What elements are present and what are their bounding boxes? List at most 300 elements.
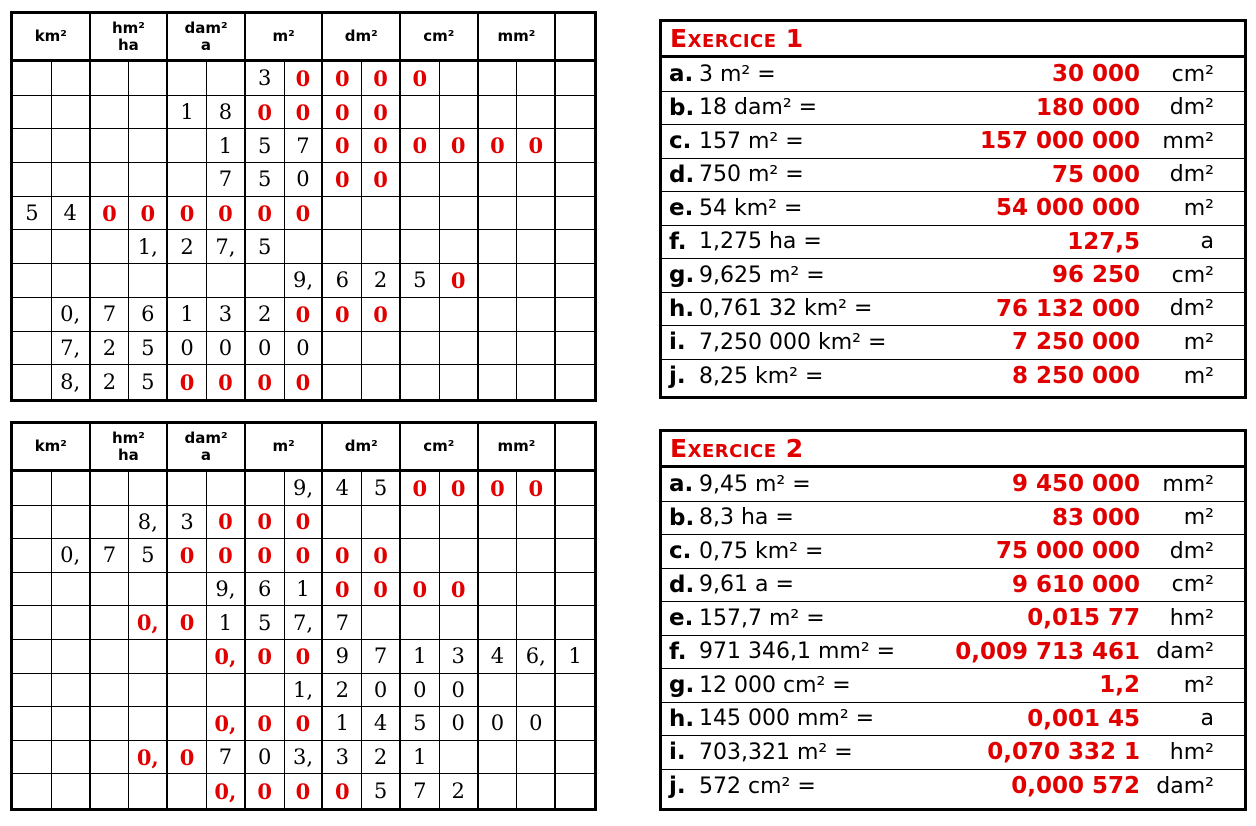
grid-row	[13, 365, 594, 399]
exercise-unit: m²	[1183, 329, 1214, 355]
grid-cell	[517, 774, 556, 808]
grid-cell	[479, 163, 518, 196]
exercise-row	[662, 192, 1244, 226]
grid-cell	[246, 506, 285, 539]
exercise-letter: f.	[669, 638, 687, 665]
exercise-letter: b.	[669, 504, 695, 531]
exercise-question: 0,75 km² =	[699, 538, 824, 564]
grid-digit: 4	[373, 711, 388, 736]
grid-cell	[52, 298, 91, 331]
grid-digit: 0	[295, 643, 311, 669]
exercise-question: 750 m² =	[699, 162, 804, 188]
grid-cell	[556, 264, 594, 297]
grid-cell	[556, 298, 594, 331]
grid-cell	[285, 365, 324, 399]
grid-cell	[362, 573, 401, 606]
grid-cell	[207, 606, 246, 639]
grid-cell	[91, 264, 130, 297]
grid-cell	[285, 129, 324, 162]
grid-cell	[323, 774, 362, 808]
grid-cell	[323, 332, 362, 365]
grid-cell	[440, 774, 479, 808]
grid-cell	[479, 606, 518, 639]
grid-cell	[246, 129, 285, 162]
unit-label: mm²	[497, 27, 536, 45]
grid-cell	[517, 62, 556, 95]
grid-digit: 0,	[136, 744, 159, 770]
grid-cell	[285, 197, 324, 230]
grid-cell	[129, 197, 168, 230]
grid-cell	[517, 129, 556, 162]
grid-digit: 1	[180, 100, 194, 125]
grid-digit: 1,	[292, 677, 313, 702]
grid-cell	[52, 573, 91, 606]
exercise-question: 9,61 a =	[699, 572, 794, 598]
grid-digit: 0	[373, 99, 388, 125]
grid-cell	[440, 298, 479, 331]
exercise-answer: 9 450 000	[1011, 471, 1140, 498]
unit-header	[13, 424, 91, 469]
exercise-unit: m²	[1183, 672, 1214, 698]
grid-digit: 5	[141, 543, 155, 568]
grid-cell	[246, 774, 285, 808]
grid-digit: 0	[528, 475, 544, 501]
exercise-unit: a	[1200, 229, 1214, 255]
unit-sublabel: a	[200, 445, 212, 464]
grid-cell	[362, 332, 401, 365]
grid-cell	[207, 298, 246, 331]
exercise-question: 0,761 32 km² =	[699, 296, 873, 322]
exercise-answer: 1,2	[1099, 672, 1140, 699]
exercise-answer: 9 610 000	[1011, 571, 1140, 598]
grid-digit: 8	[218, 100, 233, 125]
grid-cell	[362, 298, 401, 331]
grid-digit: 5	[257, 167, 272, 192]
grid-cell	[52, 707, 91, 740]
exercise-row	[662, 326, 1244, 360]
grid-cell	[168, 365, 207, 399]
grid-cell	[129, 606, 168, 639]
grid-cell	[323, 741, 362, 774]
grid-digit: 0	[334, 166, 350, 192]
grid-cell	[13, 606, 52, 639]
grid-cell	[556, 230, 594, 263]
exercise-question: 54 km² =	[699, 195, 803, 221]
exercise-unit: m²	[1183, 195, 1214, 221]
exercise-question: 572 cm² =	[699, 773, 816, 799]
grid-digit: 8,	[60, 370, 81, 395]
grid-cell	[13, 472, 52, 505]
grid-cell	[52, 539, 91, 572]
grid-cell	[517, 573, 556, 606]
exercise-unit: m²	[1183, 363, 1214, 389]
grid-cell	[556, 707, 594, 740]
exercise-answer: 75 000 000	[995, 538, 1140, 565]
unit-label: dam²	[184, 18, 228, 37]
grid-row	[13, 163, 594, 197]
grid-digit: 2	[451, 779, 465, 804]
grid-cell	[91, 573, 130, 606]
grid-cell	[13, 741, 52, 774]
grid-digit: 0,	[60, 302, 81, 327]
grid-cell	[362, 774, 401, 808]
grid-cell	[479, 707, 518, 740]
grid-cell	[207, 674, 246, 707]
grid-digit: 0	[257, 200, 272, 226]
grid-cell	[362, 264, 401, 297]
conversion-grid-2	[10, 421, 597, 811]
exercise-answer: 83 000	[1051, 504, 1140, 531]
grid-cell	[52, 197, 91, 230]
grid-cell	[323, 539, 362, 572]
grid-cell	[440, 539, 479, 572]
grid-row	[13, 129, 594, 163]
grid-cell	[479, 197, 518, 230]
grid-cell	[556, 365, 594, 399]
grid-digit: 0	[334, 65, 350, 91]
grid-cell	[440, 96, 479, 129]
grid-digit: 0	[257, 335, 272, 360]
grid-digit: 0	[218, 369, 233, 395]
exercise-unit: cm²	[1171, 61, 1214, 87]
exercise-letter: b.	[669, 94, 695, 121]
grid-digit: 0	[373, 301, 388, 327]
grid-cell	[323, 62, 362, 95]
grid-cell	[556, 62, 594, 95]
grid-cell	[129, 62, 168, 95]
grid-cell	[479, 96, 518, 129]
grid-cell	[91, 539, 130, 572]
grid-digit: 0	[295, 509, 311, 535]
grid-digit: 3	[257, 66, 272, 91]
exercise-rows	[662, 58, 1244, 393]
grid-cell	[517, 298, 556, 331]
grid-cell	[52, 129, 91, 162]
grid-digit: 0	[450, 267, 466, 293]
grid-row	[13, 640, 594, 674]
grid-cell	[556, 472, 594, 505]
grid-cell	[168, 197, 207, 230]
grid-cell	[479, 298, 518, 331]
grid-cell	[129, 707, 168, 740]
grid-digit: 7,	[292, 610, 313, 635]
grid-cell	[91, 674, 130, 707]
grid-cell	[246, 96, 285, 129]
exercise-unit: cm²	[1171, 572, 1214, 598]
grid-digit: 0	[373, 133, 388, 159]
grid-digit: 0	[257, 778, 272, 804]
grid-cell	[91, 506, 130, 539]
grid-cell	[323, 640, 362, 673]
grid-cell	[246, 741, 285, 774]
grid-cell	[91, 640, 130, 673]
grid-digit: 0	[413, 677, 427, 702]
grid-cell	[362, 163, 401, 196]
grid-cell	[168, 230, 207, 263]
unit-label: m²	[272, 27, 295, 45]
grid-cell	[285, 264, 324, 297]
grid-cell	[52, 774, 91, 808]
grid-digit: 3	[335, 745, 349, 770]
conversion-grid-1	[10, 11, 597, 402]
grid-cell	[246, 539, 285, 572]
exercise-question: 7,250 000 km² =	[699, 329, 887, 355]
grid-cell	[129, 129, 168, 162]
grid-digit: 0	[140, 200, 156, 226]
grid-cell	[362, 506, 401, 539]
grid-cell	[401, 129, 440, 162]
exercise-question: 8,25 km² =	[699, 363, 824, 389]
grid-digit: 4	[335, 476, 349, 501]
grid-cell	[440, 264, 479, 297]
grid-cell	[129, 741, 168, 774]
unit-header	[13, 14, 91, 59]
exercise-unit: a	[1200, 706, 1214, 732]
grid-cell	[285, 96, 324, 129]
grid-cell	[91, 230, 130, 263]
grid-cell	[52, 606, 91, 639]
grid-digit: 0	[334, 301, 350, 327]
grid-cell	[362, 674, 401, 707]
grid-cell	[362, 365, 401, 399]
grid-digit: 0	[218, 335, 233, 360]
grid-digit: 5	[25, 201, 39, 226]
unit-header	[479, 424, 557, 469]
grid-digit: 0	[295, 301, 311, 327]
grid-cell	[401, 539, 440, 572]
grid-cell	[517, 539, 556, 572]
unit-header	[401, 424, 479, 469]
grid-cell	[129, 163, 168, 196]
grid-cell	[129, 472, 168, 505]
grid-cell	[91, 365, 130, 399]
exercise-unit: mm²	[1162, 128, 1214, 154]
grid-digit: 0	[295, 542, 311, 568]
grid-row	[13, 674, 594, 708]
grid-digit: 5	[373, 779, 388, 804]
grid-cell	[401, 264, 440, 297]
grid-cell	[362, 197, 401, 230]
grid-cell	[556, 506, 594, 539]
grid-cell	[13, 197, 52, 230]
grid-cell	[323, 707, 362, 740]
grid-cell	[479, 573, 518, 606]
grid-digit: 0	[450, 133, 466, 159]
grid-cell	[285, 741, 324, 774]
grid-digit: 0	[490, 475, 505, 501]
grid-digit: 0	[529, 711, 543, 736]
grid-cell	[207, 573, 246, 606]
grid-cell	[52, 96, 91, 129]
grid-cell	[91, 129, 130, 162]
exercise-answer: 8 250 000	[1011, 363, 1140, 390]
grid-cell	[91, 707, 130, 740]
grid-digit: 7	[102, 543, 117, 568]
grid-cell	[440, 163, 479, 196]
exercise-letter: e.	[669, 195, 694, 222]
grid-digit: 7,	[215, 234, 236, 259]
grid-cell	[323, 129, 362, 162]
grid-cell	[91, 62, 130, 95]
unit-label: hm²	[111, 18, 145, 37]
grid-cell	[91, 96, 130, 129]
unit-header	[246, 14, 324, 59]
grid-digit: 0	[295, 778, 311, 804]
grid-cell	[91, 606, 130, 639]
grid-cell	[285, 674, 324, 707]
grid-cell	[323, 96, 362, 129]
grid-cell	[285, 707, 324, 740]
grid-cell	[246, 640, 285, 673]
exercise-letter: j.	[669, 773, 686, 800]
grid-cell	[52, 332, 91, 365]
grid-digit: 3	[218, 302, 233, 327]
unit-header	[323, 424, 401, 469]
grid-digit: 0	[373, 576, 388, 602]
grid-cell	[52, 62, 91, 95]
grid-cell	[323, 230, 362, 263]
grid-row	[13, 96, 594, 130]
grid-cell	[517, 197, 556, 230]
grid-cell	[246, 332, 285, 365]
grid-digit: 4	[63, 201, 77, 226]
grid-cell	[246, 264, 285, 297]
exercise-unit: cm²	[1171, 262, 1214, 288]
exercise-answer: 180 000	[1035, 94, 1140, 121]
grid-digit: 1	[218, 133, 233, 158]
grid-digit: 0,	[214, 710, 237, 736]
grid-cell	[517, 96, 556, 129]
grid-cell	[207, 741, 246, 774]
unit-header	[401, 14, 479, 59]
grid-digit: 6	[335, 268, 349, 293]
unit-sublabel: a	[200, 35, 212, 54]
grid-digit: 0	[257, 542, 272, 568]
grid-cell	[129, 96, 168, 129]
exercise-letter: g.	[669, 262, 695, 289]
grid-cell	[207, 539, 246, 572]
grid-digit: 0	[257, 643, 272, 669]
grid-cell	[517, 264, 556, 297]
grid-digit: 0	[179, 744, 195, 770]
grid-row	[13, 298, 594, 332]
exercise-row	[662, 92, 1244, 126]
exercise-row	[662, 736, 1244, 770]
grid-digit: 0	[334, 99, 350, 125]
grid-cell	[362, 707, 401, 740]
exercise-letter: c.	[669, 538, 692, 565]
grid-digit: 2	[373, 268, 388, 293]
exercise-row	[662, 125, 1244, 159]
grid-digit: 0	[334, 542, 350, 568]
grid-cell	[285, 774, 324, 808]
grid-cell	[401, 741, 440, 774]
grid-digit: 0	[218, 200, 233, 226]
unit-header	[91, 424, 169, 469]
grid-cell	[401, 573, 440, 606]
grid-digit: 3	[180, 509, 194, 534]
grid-row	[13, 573, 594, 607]
grid-cell	[362, 62, 401, 95]
grid-cell	[52, 163, 91, 196]
exercise-letter: h.	[669, 295, 695, 322]
grid-digit: 0	[373, 166, 388, 192]
grid-digit: 0	[179, 200, 195, 226]
unit-header	[168, 424, 246, 469]
grid-digit: 0	[528, 133, 544, 159]
grid-cell	[129, 774, 168, 808]
unit-label: cm²	[423, 27, 455, 45]
exercise-answer: 0,000 572	[1011, 773, 1140, 800]
grid-row	[13, 332, 594, 366]
grid-cell	[323, 606, 362, 639]
grid-digit: 0	[450, 475, 466, 501]
grid-digit: 0	[296, 167, 310, 192]
grid-cell	[362, 96, 401, 129]
exercise-row	[662, 602, 1244, 636]
grid-digit: 0	[295, 200, 311, 226]
grid-digit: 2	[257, 302, 272, 327]
grid-digit: 5	[257, 610, 272, 635]
exercise-letter: e.	[669, 605, 694, 632]
unit-label: dam²	[184, 428, 228, 447]
grid-cell	[556, 96, 594, 129]
unit-label: km²	[34, 27, 67, 45]
grid-cell	[207, 707, 246, 740]
grid-cell	[207, 62, 246, 95]
grid-cell	[91, 472, 130, 505]
exercise-question: 1,275 ha =	[699, 229, 822, 255]
grid-cell	[440, 606, 479, 639]
grid-cell	[246, 197, 285, 230]
exercise-title: Exercice 1	[662, 22, 1244, 58]
exercise-row	[662, 669, 1244, 703]
grid-cell	[285, 506, 324, 539]
exercise-answer: 76 132 000	[995, 295, 1140, 322]
unit-label: km²	[34, 437, 67, 455]
exercise-row	[662, 226, 1244, 260]
grid-cell	[285, 539, 324, 572]
grid-digit: 2	[373, 745, 388, 770]
exercise-unit: dam²	[1156, 639, 1214, 665]
grid-digit: 7	[102, 302, 117, 327]
grid-header	[13, 424, 594, 472]
grid-cell	[401, 62, 440, 95]
grid-cell	[13, 640, 52, 673]
grid-digit: 0	[257, 509, 272, 535]
grid-digit: 0,	[136, 610, 159, 636]
grid-cell	[168, 774, 207, 808]
grid-digit: 5	[257, 234, 272, 259]
grid-cell	[362, 129, 401, 162]
grid-cell	[129, 573, 168, 606]
grid-digit: 9,	[292, 268, 313, 293]
grid-cell	[129, 365, 168, 399]
exercise-answer: 0,015 77	[1027, 605, 1140, 632]
grid-digit: 9,	[215, 577, 236, 602]
grid-digit: 3,	[292, 745, 313, 770]
grid-digit: 0	[295, 99, 311, 125]
grid-body	[13, 472, 594, 808]
grid-cell	[556, 674, 594, 707]
grid-cell	[207, 774, 246, 808]
grid-digit: 7	[218, 167, 233, 192]
grid-cell	[129, 264, 168, 297]
grid-cell	[479, 230, 518, 263]
unit-sublabel: ha	[117, 445, 139, 464]
grid-digit: 7	[413, 779, 427, 804]
grid-digit: 2	[102, 335, 117, 360]
